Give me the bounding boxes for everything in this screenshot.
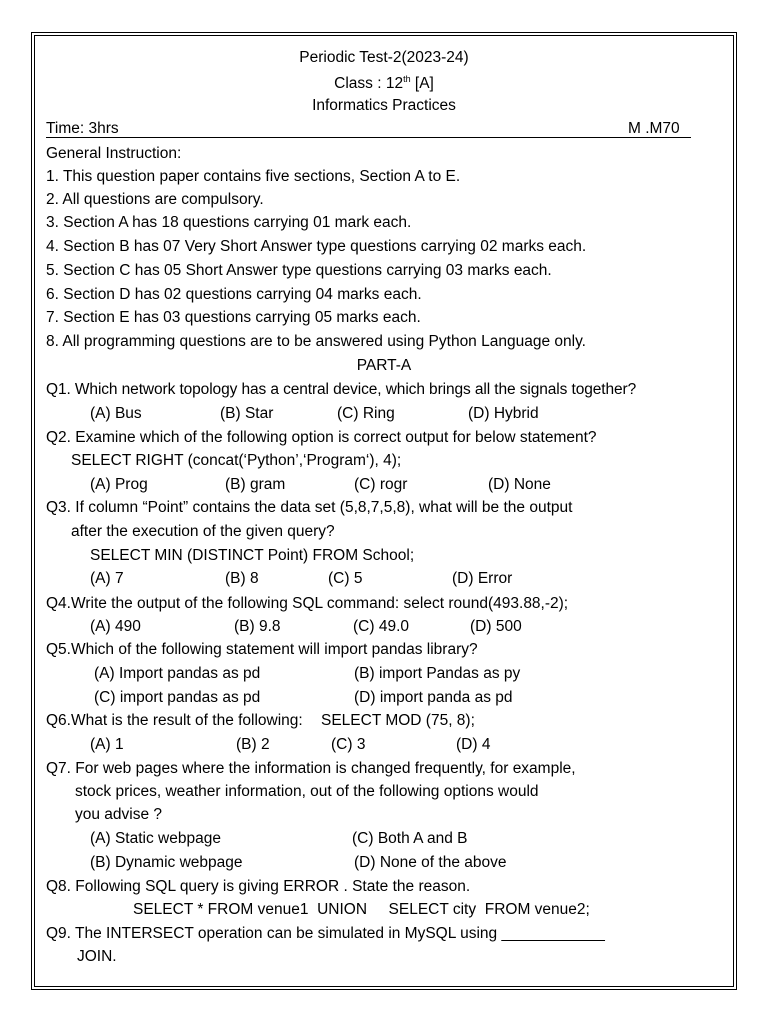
option: (A) 1 <box>90 736 124 753</box>
option: (D) Hybrid <box>468 405 539 422</box>
option: (B) 8 <box>225 570 259 587</box>
option: (D) None <box>488 476 551 493</box>
sql-code: SELECT RIGHT (concat(‘Python’,‘Program‘), 4); <box>71 452 402 469</box>
option: (C) 3 <box>331 736 366 753</box>
instruction-item: 3. Section A has 18 questions carrying 01 mark each. <box>46 214 412 231</box>
sql-code: SELECT MOD (75, 8); <box>321 712 475 729</box>
instruction-item: 4. Section B has 07 Very Short Answer type questions carrying 02 marks each. <box>46 238 587 255</box>
option: (A) Import pandas as pd <box>94 665 261 682</box>
instruction-item: 1. This question paper contains five sections, Section A to E. <box>46 168 461 185</box>
option: (B) Star <box>220 405 274 422</box>
option: (A) Static webpage <box>90 830 221 847</box>
header-underline <box>46 137 691 138</box>
option: (D) Error <box>452 570 513 587</box>
question-q9-cont: JOIN. <box>77 948 117 965</box>
option: (C) import pandas as pd <box>94 689 261 706</box>
option: (D) None of the above <box>354 854 507 871</box>
question-q7-cont: stock prices, weather information, out of the following options would <box>75 783 539 800</box>
paper-title: Periodic Test-2(2023-24) <box>299 49 469 66</box>
option: (C) Both A and B <box>352 830 468 847</box>
question-q7-cont: you advise ? <box>75 806 163 823</box>
subject-label: Informatics Practices <box>312 97 456 114</box>
question-q8: Q8. Following SQL query is giving ERROR . State the reason. <box>46 878 471 895</box>
instruction-item: 6. Section D has 02 questions carrying 04 marks each. <box>46 286 422 303</box>
instruction-item: 2. All questions are compulsory. <box>46 191 264 208</box>
option: (B) 2 <box>236 736 270 753</box>
max-marks-label: M .M70 <box>628 120 680 137</box>
class-label: Class : 12th [A] <box>334 73 434 92</box>
instruction-item: 5. Section C has 05 Short Answer type questions carrying 03 marks each. <box>46 262 552 279</box>
option: (D) 500 <box>470 618 522 635</box>
question-q2: Q2. Examine which of the following option is correct output for below statement? <box>46 429 597 446</box>
instructions-heading: General Instruction: <box>46 145 182 162</box>
time-label: Time: 3hrs <box>46 120 119 137</box>
part-label: PART-A <box>356 357 412 374</box>
option: (A) Bus <box>90 405 142 422</box>
question-q4: Q4.Write the output of the following SQL command: select round(493.88,-2); <box>46 595 569 612</box>
question-q7: Q7. For web pages where the information is changed frequently, for example, <box>46 760 576 777</box>
option: (C) rogr <box>354 476 408 493</box>
question-q5: Q5.Which of the following statement will import pandas library? <box>46 641 478 658</box>
option: (C) 49.0 <box>353 618 409 635</box>
option: (D) 4 <box>456 736 491 753</box>
question-q6: Q6.What is the result of the following: <box>46 712 303 729</box>
sql-code: SELECT * FROM venue1 UNION SELECT city FROM venue2; <box>133 901 590 918</box>
option: (C) Ring <box>337 405 395 422</box>
question-q3-cont: after the execution of the given query? <box>71 523 335 540</box>
instruction-item: 7. Section E has 03 questions carrying 05 marks each. <box>46 309 421 326</box>
sql-code: SELECT MIN (DISTINCT Point) FROM School; <box>90 547 415 564</box>
option: (D) import panda as pd <box>354 689 513 706</box>
option: (A) Prog <box>90 476 148 493</box>
question-q3: Q3. If column “Point” contains the data set (5,8,7,5,8), what will be the output <box>46 499 573 516</box>
option: (C) 5 <box>328 570 363 587</box>
option: (A) 490 <box>90 618 141 635</box>
option: (B) Dynamic webpage <box>90 854 243 871</box>
question-q1: Q1. Which network topology has a central device, which brings all the signals together? <box>46 381 637 398</box>
option: (B) gram <box>225 476 286 493</box>
instruction-item: 8. All programming questions are to be answered using Python Language only. <box>46 333 586 350</box>
option: (B) 9.8 <box>234 618 281 635</box>
option: (A) 7 <box>90 570 124 587</box>
question-q9: Q9. The INTERSECT operation can be simulated in MySQL using ____________ <box>46 925 605 942</box>
option: (B) import Pandas as py <box>354 665 521 682</box>
